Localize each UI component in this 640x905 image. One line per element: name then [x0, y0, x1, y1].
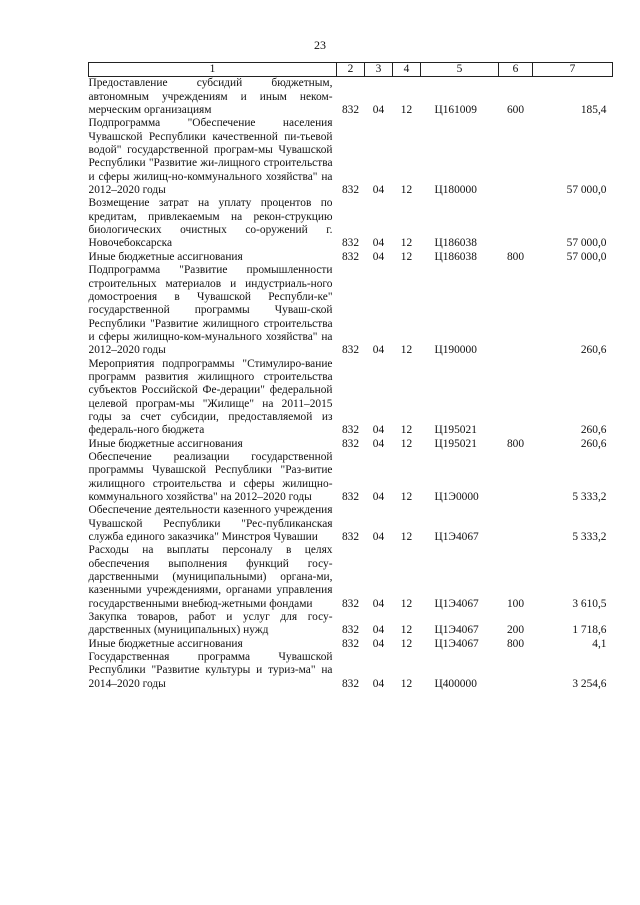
- section-code: 04: [372, 597, 385, 610]
- expense-type-code: [499, 651, 533, 691]
- subsection-code: 12: [400, 677, 413, 690]
- ministry-code: 832: [341, 491, 360, 503]
- target-article-code: Ц1Э4067: [434, 597, 479, 610]
- row-description: Обеспечение реализации государственной программы Чувашской Республики "Раз-витие жилищного строительства и сферы жилищно-коммунального хозяйства" на 2012–2020 годы: [88, 450, 333, 503]
- section-code: 04: [372, 344, 385, 357]
- amount: 260,6: [580, 437, 607, 450]
- table-row: [89, 251, 613, 264]
- section-code: 04: [372, 531, 385, 544]
- amount: 185,4: [580, 104, 607, 117]
- table-row: [89, 264, 613, 357]
- subsection-code: 12: [400, 437, 413, 450]
- target-article-code: Ц161009: [434, 104, 477, 117]
- subsection-code: 12: [400, 104, 413, 117]
- ministry-code: 832: [341, 250, 360, 263]
- ministry-code: 832: [341, 597, 360, 610]
- expense-type-code: 100: [506, 597, 525, 610]
- amount: 5 333,2: [572, 491, 607, 503]
- expense-type-code: 800: [506, 637, 525, 650]
- ministry-code: 832: [341, 531, 360, 544]
- expense-type-code: 800: [506, 250, 525, 263]
- table-row: [89, 77, 613, 118]
- table-row: [89, 504, 613, 544]
- subsection-code: 12: [400, 624, 413, 637]
- row-description: Мероприятия подпрограммы "Стимулиро-вание программ развития жилищного строительства субъектов Российской Фе-дерации" федеральной целевой програм-мы "Жилище" на 2011–2015 годы за счет субсидии, предоставляемой из федераль-ного бюджета: [88, 357, 333, 437]
- amount: 260,6: [580, 344, 607, 357]
- section-code: 04: [372, 491, 385, 503]
- column-header-4: 4: [393, 63, 421, 77]
- budget-table: [88, 62, 613, 691]
- section-code: 04: [372, 250, 385, 263]
- amount: 260,6: [580, 424, 607, 437]
- column-header-6: 6: [499, 63, 533, 77]
- target-article-code: Ц186038: [434, 250, 477, 263]
- subsection-code: 12: [400, 184, 413, 197]
- subsection-code: 12: [400, 491, 413, 503]
- column-header-3: 3: [365, 63, 393, 77]
- expense-type-code: 600: [506, 104, 525, 117]
- row-description: Подпрограмма "Обеспечение населения Чувашской Республики качественной пи-тьевой водой" государственной програм-мы Чувашской Республики "Развитие жи-лищного строительства и сферы жилищ-но-коммунального хозяйства" на 2012–2020 годы: [88, 117, 333, 197]
- section-code: 04: [372, 424, 385, 437]
- ministry-code: 832: [341, 424, 360, 437]
- row-description: Возмещение затрат на уплату процентов по кредитам, привлекаемым на рекон-струкцию биологических очистных со-оружений г. Новочебоксарска: [88, 197, 333, 250]
- table-row: [89, 197, 613, 250]
- amount: 3 610,5: [572, 597, 607, 610]
- amount: 57 000,0: [566, 184, 607, 197]
- amount: 5 333,2: [572, 531, 607, 544]
- subsection-code: 12: [400, 424, 413, 437]
- section-code: 04: [372, 637, 385, 650]
- table-row: [89, 451, 613, 504]
- header-row: [89, 63, 613, 77]
- target-article-code: Ц1Э4067: [434, 637, 479, 650]
- expense-type-code: [499, 197, 533, 250]
- expense-type-code: [499, 451, 533, 504]
- section-code: 04: [372, 437, 385, 450]
- expense-type-code: [499, 358, 533, 438]
- amount: 4,1: [592, 637, 607, 650]
- section-code: 04: [372, 677, 385, 690]
- page-number: 23: [314, 38, 326, 52]
- row-description: Расходы на выплаты персоналу в целях обеспечения выполнения функций госу-дарственными (муниципальными) органа-ми, казенными учреждениями, органами управления государственными внебюд-жетными фондами: [88, 544, 333, 610]
- target-article-code: Ц195021: [434, 424, 477, 437]
- subsection-code: 12: [400, 531, 413, 544]
- expense-type-code: 200: [506, 624, 525, 637]
- ministry-code: 832: [341, 184, 360, 197]
- ministry-code: 832: [341, 437, 360, 450]
- column-header-2: 2: [337, 63, 365, 77]
- target-article-code: Ц190000: [434, 344, 477, 357]
- target-article-code: Ц1Э0000: [434, 491, 479, 503]
- column-header-5: 5: [421, 63, 499, 77]
- amount: 57 000,0: [566, 237, 607, 250]
- section-code: 04: [372, 624, 385, 637]
- expense-type-code: [499, 504, 533, 544]
- table-row: [89, 438, 613, 451]
- ministry-code: 832: [341, 677, 360, 690]
- amount: 1 718,6: [572, 624, 607, 637]
- target-article-code: Ц1Э4067: [434, 624, 479, 637]
- target-article-code: Ц186038: [434, 237, 477, 250]
- subsection-code: 12: [400, 637, 413, 650]
- subsection-code: 12: [400, 597, 413, 610]
- table-row: [89, 611, 613, 638]
- row-description: Обеспечение деятельности казенного учреждения Чувашской Республики "Рес-публиканская служба единого заказчика" Минстроя Чувашии: [88, 504, 333, 544]
- amount: 3 254,6: [572, 677, 607, 690]
- table-row: [89, 117, 613, 197]
- row-description: Иные бюджетные ассигнования: [88, 250, 243, 263]
- row-description: Подпрограмма "Развитие промышленности строительных материалов и индустриаль-ного домостроения в Чувашской Республи-ке" государственной программы Чуваш-ской Республики "Развитие жилищного строительства и сферы жилищно-ком-мунального хозяйства" на 2012–2020 годы: [88, 264, 333, 357]
- subsection-code: 12: [400, 344, 413, 357]
- ministry-code: 832: [341, 637, 360, 650]
- subsection-code: 12: [400, 250, 413, 263]
- table-row: [89, 358, 613, 438]
- table-row: [89, 544, 613, 611]
- ministry-code: 832: [341, 344, 360, 357]
- target-article-code: Ц195021: [434, 437, 477, 450]
- target-article-code: Ц400000: [434, 677, 477, 690]
- table-row: [89, 638, 613, 651]
- target-article-code: Ц1Э4067: [434, 531, 479, 544]
- column-header-7: 7: [533, 63, 613, 77]
- target-article-code: Ц180000: [434, 184, 477, 197]
- expense-type-code: [499, 117, 533, 197]
- amount: 57 000,0: [566, 250, 607, 263]
- section-code: 04: [372, 237, 385, 250]
- ministry-code: 832: [341, 624, 360, 637]
- row-description: Иные бюджетные ассигнования: [88, 637, 243, 650]
- column-header-1: 1: [89, 63, 337, 77]
- expense-type-code: 800: [506, 437, 525, 450]
- row-description: Предоставление субсидий бюджетным, автономным учреждениям и иным неком-мерческим организациям: [88, 77, 333, 117]
- ministry-code: 832: [341, 237, 360, 250]
- row-description: Иные бюджетные ассигнования: [88, 437, 243, 450]
- row-description: Закупка товаров, работ и услуг для госу-дарственных (муниципальных) нужд: [88, 611, 333, 637]
- expense-type-code: [499, 264, 533, 357]
- section-code: 04: [372, 184, 385, 197]
- section-code: 04: [372, 104, 385, 117]
- ministry-code: 832: [341, 104, 360, 117]
- row-description: Государственная программа Чувашской Республики "Развитие культуры и туриз-ма" на 2014–2020 годы: [88, 651, 333, 690]
- table-row: [89, 651, 613, 691]
- subsection-code: 12: [400, 237, 413, 250]
